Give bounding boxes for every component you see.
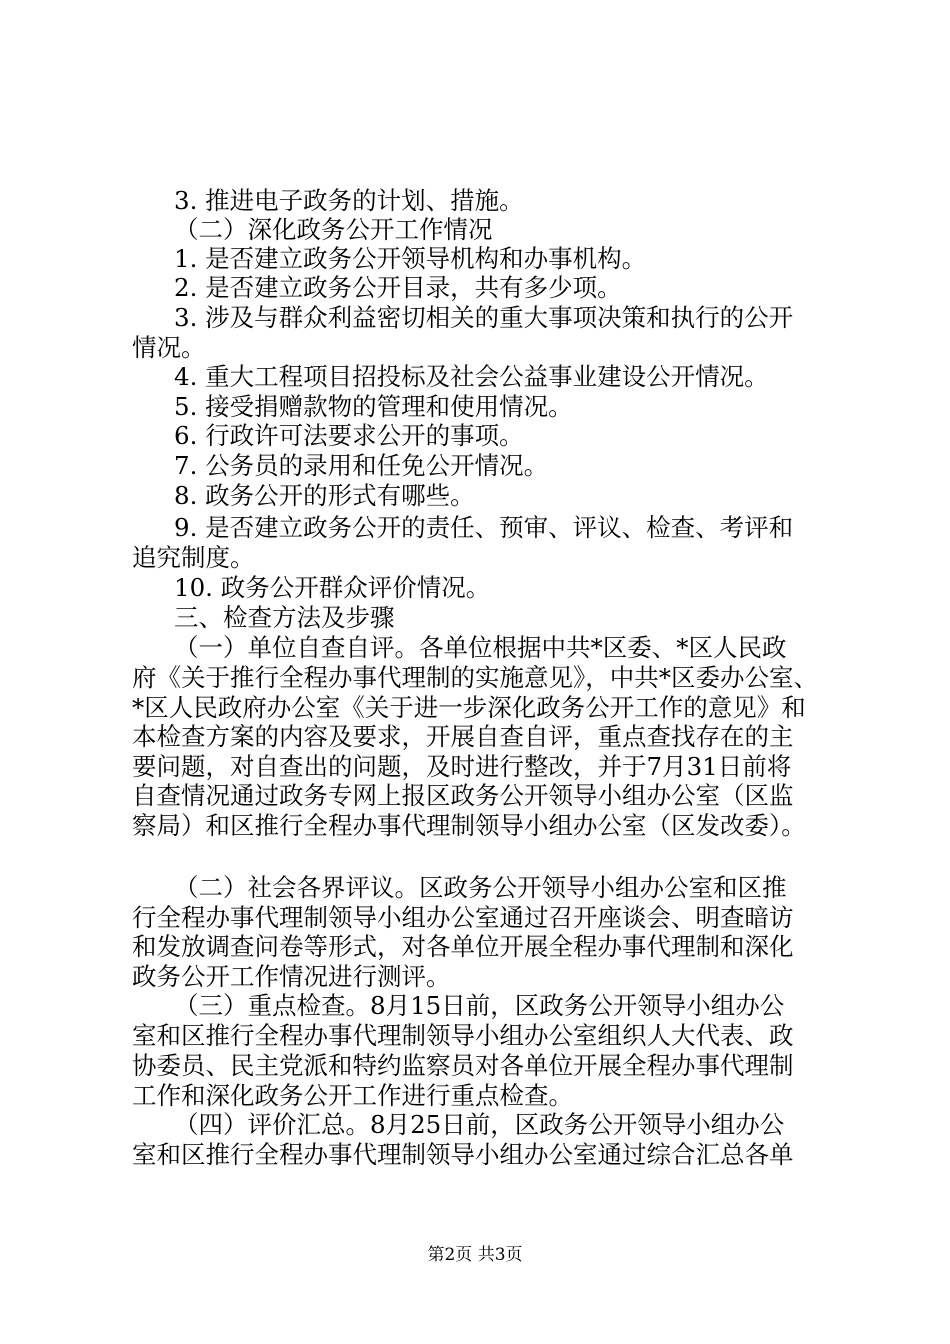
text-line: 室和区推行全程办事代理制领导小组办公室通过综合汇总各单 [132, 1140, 794, 1169]
text-line: *区人民政府办公室《关于进一步深化政务公开工作的意见》和 [132, 693, 806, 722]
text-line: 本检查方案的内容及要求，开展自查自评，重点查找存在的主 [132, 722, 794, 751]
text-line: 9. 是否建立政务公开的责任、预审、评议、检查、考评和 [174, 513, 794, 542]
text-line: （二）深化政务公开工作情况 [174, 215, 493, 244]
text-line: 追究制度。 [132, 543, 255, 572]
text-line: 5. 接受捐赠款物的管理和使用情况。 [174, 392, 573, 421]
text-line: 室和区推行全程办事代理制领导小组办公室组织人大代表、政 [132, 1021, 794, 1050]
text-line: （二）社会各界评议。区政务公开领导小组办公室和区推 [174, 873, 787, 902]
text-line: （三）重点检查。8月15日前，区政务公开领导小组办公 [174, 991, 785, 1020]
page-footer: 第2页 共3页 [427, 1245, 523, 1265]
text-line: 1. 是否建立政务公开领导机构和办事机构。 [174, 244, 647, 273]
text-line: 察局）和区推行全程办事代理制领导小组办公室（区发改委）。 [132, 811, 806, 840]
text-line: 三、检查方法及步骤 [174, 603, 395, 632]
text-line: 3. 涉及与群众利益密切相关的重大事项决策和执行的公开 [174, 303, 794, 332]
text-line: 要问题，对自查出的问题，及时进行整改，并于7月31日前将 [132, 752, 792, 781]
text-line: （一）单位自查自评。各单位根据中共*区委、*区人民政 [174, 633, 787, 662]
text-line: 行全程办事代理制领导小组办公室通过召开座谈会、明查暗访 [132, 903, 794, 932]
text-line: 和发放调查问卷等形式，对各单位开展全程办事代理制和深化 [132, 932, 794, 961]
text-line: 6. 行政许可法要求公开的事项。 [174, 421, 524, 450]
text-line: 自查情况通过政务专网上报区政务公开领导小组办公室（区监 [132, 781, 794, 810]
text-line: （四）评价汇总。8月25日前，区政务公开领导小组办公 [174, 1110, 785, 1139]
text-line: 7. 公务员的录用和任免公开情况。 [174, 451, 549, 480]
text-line: 8. 政务公开的形式有哪些。 [174, 481, 475, 510]
text-line: 10. 政务公开群众评价情况。 [174, 573, 491, 602]
text-line: 政务公开工作情况进行测评。 [132, 962, 451, 991]
text-line: 协委员、民主党派和特约监察员对各单位开展全程办事代理制 [132, 1051, 794, 1080]
text-line: 工作和深化政务公开工作进行重点检查。 [132, 1081, 573, 1110]
text-line: 情况。 [132, 333, 206, 362]
text-line: 4. 重大工程项目招投标及社会公益事业建设公开情况。 [174, 362, 769, 391]
text-line: 3. 推进电子政务的计划、措施。 [174, 186, 524, 215]
text-line: 2. 是否建立政务公开目录，共有多少项。 [174, 273, 622, 302]
text-line: 府《关于推行全程办事代理制的实施意见》，中共*区委办公室、 [132, 663, 818, 692]
